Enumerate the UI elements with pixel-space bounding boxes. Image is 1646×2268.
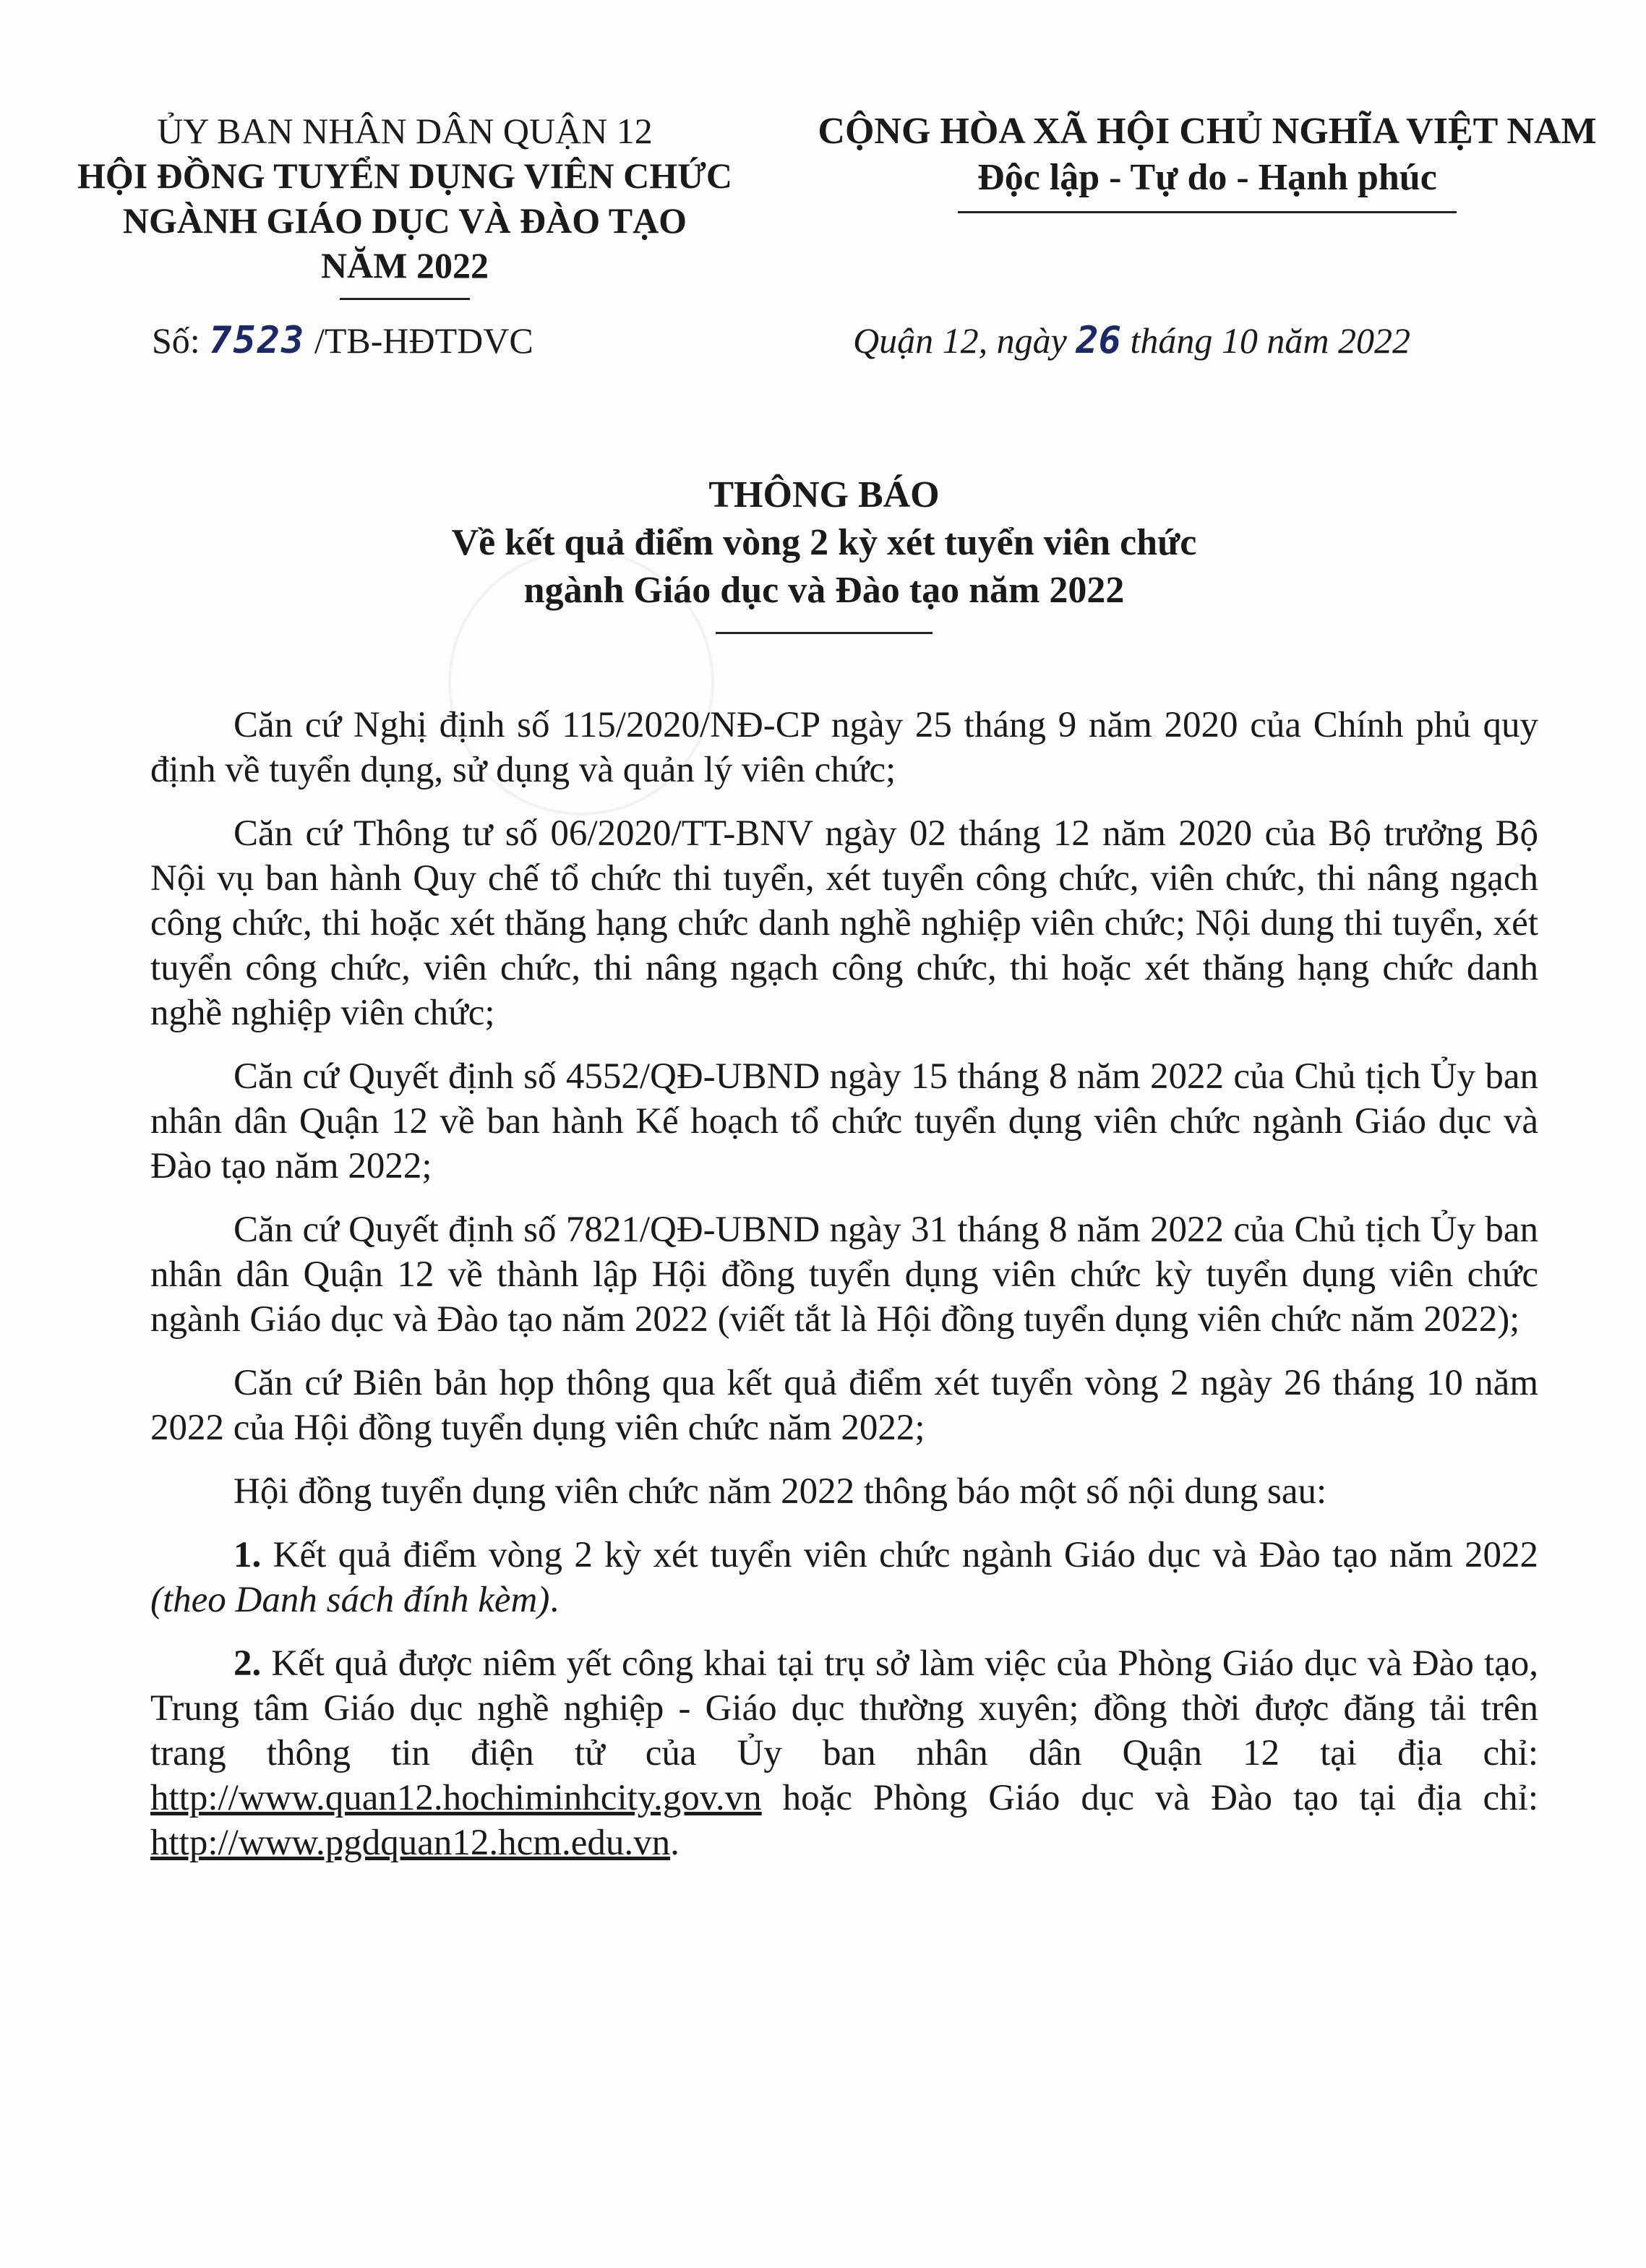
notice-title-block xyxy=(145,471,1504,634)
org-name-line3: NĂM 2022 xyxy=(321,245,489,286)
document-number xyxy=(152,318,533,363)
item-2 xyxy=(150,1641,1538,1865)
authority-underline xyxy=(340,298,470,300)
item-2-number: 2. xyxy=(233,1643,262,1684)
item-1 xyxy=(150,1533,1538,1622)
org-parent: ỦY BAN NHÂN DÂN QUẬN 12 xyxy=(157,111,653,151)
nation-name: CỘNG HÒA XÃ HỘI CHỦ NGHĨA VIỆT NAM xyxy=(818,111,1597,152)
item-2-end: . xyxy=(670,1823,680,1863)
item-1-text: Kết quả điểm vòng 2 kỳ xét tuyển viên chức ngành Giáo dục và Đào tạo năm 2022 xyxy=(261,1535,1538,1575)
document-date xyxy=(853,318,1410,363)
notice-body xyxy=(150,703,1538,1884)
doc-number-handwritten: 7523 xyxy=(209,319,306,362)
basis-paragraph-4: Căn cứ Quyết định số 7821/QĐ-UBND ngày 31 tháng 8 năm 2022 của Chủ tịch Ủy ban nhân dân Quận 12 về thành lập Hội đồng tuyển dụng viên chức kỳ tuyển dụng viên chức ngành Giáo dục và Đào tạo năm 2022 (viết tắt là Hội đồng tuyển dụng viên chức năm 2022); xyxy=(150,1210,1538,1340)
notice-subtitle-line2: ngành Giáo dục và Đào tạo năm 2022 xyxy=(523,570,1125,611)
org-name-line2: NGÀNH GIÁO DỤC VÀ ĐÀO TẠO xyxy=(122,200,687,241)
item-2-text: Kết quả được niêm yết công khai tại trụ sở làm việc của Phòng Giáo dục và Đào tạo, Trung tâm Giáo dục nghề nghiệp - Giáo dục thường xuyên; đồng thời được đăng tải trên trang thông tin điện tử của Ủy ban nhân dân Quận 12 tại địa chỉ: xyxy=(150,1643,1538,1773)
item-1-italic: (theo Danh sách đính kèm) xyxy=(150,1580,550,1620)
doc-number-prefix: Số: xyxy=(152,320,210,361)
org-name-line1: HỘI ĐỒNG TUYỂN DỤNG VIÊN CHỨC xyxy=(77,155,733,196)
doc-number-suffix: /TB-HĐTDVC xyxy=(305,320,533,361)
date-prefix: Quận 12, ngày xyxy=(853,320,1076,361)
item-1-end: . xyxy=(549,1580,560,1620)
district-website-link[interactable]: http://www.quan12.hochiminhcity.gov.vn xyxy=(150,1778,762,1818)
basis-paragraph-3: Căn cứ Quyết định số 4552/QĐ-UBND ngày 15 tháng 8 năm 2022 của Chủ tịch Ủy ban nhân dân Quận 12 về ban hành Kế hoạch tổ chức tuyển dụng viên chức ngành Giáo dục và Đào tạo năm 2022; xyxy=(150,1056,1538,1186)
date-suffix: tháng 10 năm 2022 xyxy=(1120,320,1410,361)
announcement-intro: Hội đồng tuyển dụng viên chức năm 2022 thông báo một số nội dung sau: xyxy=(233,1471,1327,1512)
date-day-handwritten: 26 xyxy=(1076,319,1121,362)
motto-underline xyxy=(958,211,1457,213)
national-header-block xyxy=(788,108,1626,213)
national-motto: Độc lập - Tự do - Hạnh phúc xyxy=(977,157,1437,198)
issuing-authority-block xyxy=(29,108,781,300)
item-2-mid: hoặc Phòng Giáo dục và Đào tạo tại địa chỉ: xyxy=(761,1778,1538,1818)
title-underline xyxy=(716,632,933,634)
notice-title: THÔNG BÁO xyxy=(708,474,940,515)
item-1-number: 1. xyxy=(233,1535,262,1575)
basis-paragraph-1: Căn cứ Nghị định số 115/2020/NĐ-CP ngày 25 tháng 9 năm 2020 của Chính phủ quy định về tuyển dụng, sử dụng và quản lý viên chức; xyxy=(150,705,1538,790)
notice-subtitle-line1: Về kết quả điểm vòng 2 kỳ xét tuyển viên chức xyxy=(451,522,1197,563)
basis-paragraph-5: Căn cứ Biên bản họp thông qua kết quả điểm xét tuyển vòng 2 ngày 26 tháng 10 năm 2022 của Hội đồng tuyển dụng viên chức năm 2022; xyxy=(150,1363,1538,1448)
education-office-website-link[interactable]: http://www.pgdquan12.hcm.edu.vn xyxy=(150,1823,671,1863)
basis-paragraph-2: Căn cứ Thông tư số 06/2020/TT-BNV ngày 02 tháng 12 năm 2020 của Bộ trưởng Bộ Nội vụ ban hành Quy chế tổ chức thi tuyển, xét tuyển công chức, viên chức, thi nâng ngạch công chức, thi hoặc xét thăng hạng chức danh nghề nghiệp viên chức; Nội dung thi tuyển, xét tuyển công chức, viên chức, thi nâng ngạch công chức, thi hoặc xét thăng hạng chức danh nghề nghiệp viên chức; xyxy=(150,813,1538,1033)
